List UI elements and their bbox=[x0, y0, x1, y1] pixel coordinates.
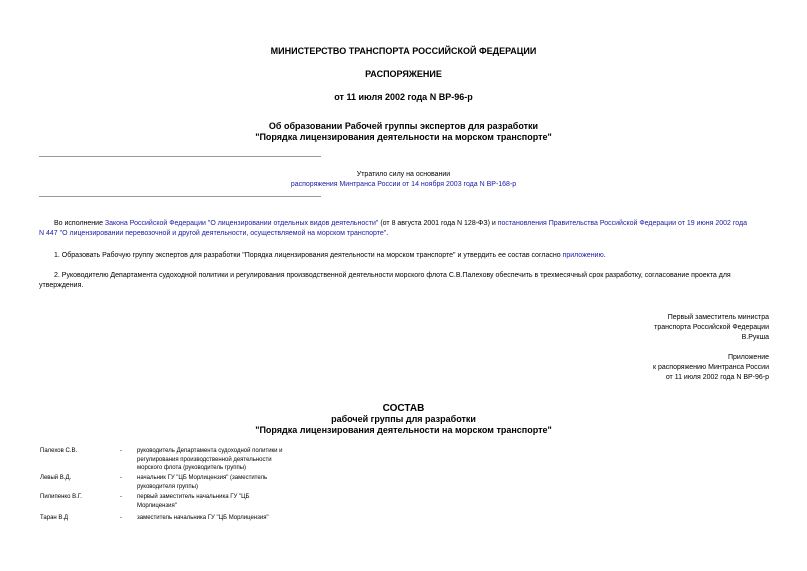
member-name: Пилипенко В.Г. bbox=[40, 494, 82, 500]
document-title-line2: "Порядка лицензирования деятельности на морском транспорте" bbox=[255, 132, 552, 142]
member-role bbox=[137, 514, 312, 523]
appendix-link[interactable]: приложению bbox=[562, 252, 604, 259]
member-name: Левый В.Д. bbox=[40, 475, 72, 481]
member-dash: - bbox=[120, 515, 122, 521]
member-role-line: заместитель начальника ГУ "ЦБ Морлицензия" bbox=[137, 515, 269, 521]
document-type: РАСПОРЯЖЕНИЕ bbox=[365, 69, 442, 79]
composition-subtitle-line1: рабочей группы для разработки bbox=[331, 414, 476, 424]
member-dash: - bbox=[120, 494, 122, 500]
member-role bbox=[137, 493, 312, 510]
member-dash: - bbox=[120, 475, 122, 481]
member-role bbox=[137, 447, 312, 473]
item-1 bbox=[54, 251, 769, 261]
member-role bbox=[137, 474, 312, 491]
member-role-line: руководитель Департамента судоходной политики и bbox=[137, 448, 283, 454]
government-decree-link-line1[interactable]: постановления Правительства Российской Федерации от 19 июня 2002 года bbox=[497, 220, 747, 227]
member-role-line: первый заместитель начальника ГУ "ЦБ bbox=[137, 494, 250, 500]
signature-name: В.Рукша bbox=[741, 334, 769, 341]
appendix-reference: к распоряжению Минтранса России bbox=[652, 364, 769, 371]
member-dash: - bbox=[120, 448, 122, 454]
document-date-number: от 11 июля 2002 года N ВР-96-р bbox=[334, 92, 473, 102]
signature-position-line2: транспорта Российской Федерации bbox=[654, 324, 769, 331]
item-2-line2: утверждения. bbox=[39, 282, 84, 289]
member-role-line: морского флота (руководитель группы) bbox=[137, 465, 247, 471]
preamble-suffix: . bbox=[386, 230, 389, 237]
appendix-label: Приложение bbox=[727, 354, 769, 361]
member-role-line: начальник ГУ "ЦБ Морлицензия" (заместитель bbox=[137, 475, 268, 481]
lost-force-link[interactable]: распоряжения Минтранса России от 14 ноября 2003 года N ВР-168-р bbox=[290, 181, 517, 188]
member-role-line: Морлицензия" bbox=[137, 502, 177, 509]
divider-top bbox=[39, 156, 321, 157]
member-name: Палехов С.В. bbox=[40, 448, 78, 454]
preamble-prefix: Во исполнение bbox=[54, 220, 105, 227]
lost-force-note: Утратило силу на основании bbox=[356, 171, 451, 178]
divider-bottom bbox=[39, 196, 321, 197]
government-decree-link-line2[interactable]: N 447 "О лицензировании перевозочной и другой деятельности, осуществляемой на морском транспорте" bbox=[39, 230, 387, 237]
item-1-text: 1. Образовать Рабочую группу экспертов для разработки "Порядка лицензирования деятельности на морском транспорте" и утвердить ее состав согласно bbox=[54, 252, 563, 259]
preamble-paragraph bbox=[39, 219, 769, 229]
composition-title: СОСТАВ bbox=[382, 403, 425, 414]
composition-subtitle-line2: "Порядка лицензирования деятельности на морском транспорте" bbox=[255, 425, 552, 435]
preamble-paragraph-line2 bbox=[39, 229, 769, 239]
law-link[interactable]: Закона Российской Федерации "О лицензировании отдельных видов деятельности" bbox=[104, 220, 379, 227]
member-role-line: регулирования производственной деятельности bbox=[137, 456, 272, 463]
document-title-line1: Об образовании Рабочей группы экспертов для разработки bbox=[268, 121, 539, 131]
appendix-date: от 11 июля 2002 года N ВР-96-р bbox=[665, 374, 769, 381]
preamble-mid: (от 8 августа 2001 года N 128-ФЗ) и bbox=[378, 220, 498, 227]
member-role-line: руководителя группы) bbox=[137, 483, 198, 490]
member-name: Таран В.Д bbox=[40, 515, 69, 521]
signature-position-line1: Первый заместитель министра bbox=[667, 314, 769, 321]
item-2-line1: 2. Руководителю Департамента судоходной политики и регулирования производственной деятельности морского флота С.В.Палехову обеспечить в трехмесячный срок разработку, согласование проекта для bbox=[54, 272, 731, 279]
ministry-title: МИНИСТЕРСТВО ТРАНСПОРТА РОССИЙСКОЙ ФЕДЕРАЦИИ bbox=[270, 46, 537, 56]
item-1-end: . bbox=[603, 252, 606, 259]
